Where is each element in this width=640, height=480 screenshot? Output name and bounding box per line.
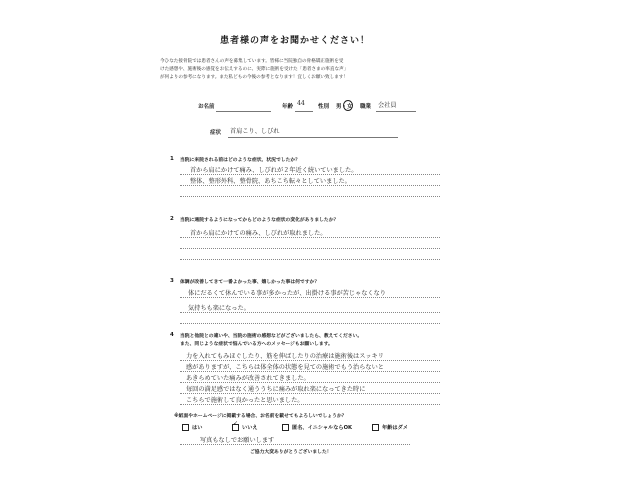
job-label: 職業	[360, 104, 372, 110]
q1-number: 1	[170, 156, 174, 162]
intro-line-1: 今ひなた接骨院では患者さんの声を募集しています。皆様に当院独自の骨格矯正施術を受	[160, 59, 344, 64]
intro-line-3: が何よりの参考になります。また私どもの今後の参考となります！宜しくお願い致します！	[160, 75, 348, 80]
age-label: 年齢	[282, 104, 294, 110]
publish-question: ※紙面やホームページに掲載する場合、お名前を載せてもよろしいでしょうか？	[174, 414, 347, 419]
publish-note: 写真もなしでお願いします	[200, 437, 275, 444]
q4-text: 当院と他院との違いや、当院の施術の感想などがございましたら、教えてください。	[180, 334, 363, 339]
option-age-no-label: 年齢はダメ	[382, 425, 408, 431]
gender-label: 性別	[318, 104, 330, 110]
q1-text: 当院に来院される前はどのような症状、状況でしたか？	[180, 158, 300, 163]
q4-answer-line-1: 力を入れてもみほぐしたり、筋を伸ばしたりの治療は施術後はスッキリ	[186, 353, 384, 360]
check-mark-icon: ✓	[233, 420, 239, 427]
page-title: 患者様の声をお聞かせください！	[220, 36, 371, 46]
q4-number: 4	[170, 332, 174, 338]
age-value: 44	[297, 100, 305, 107]
gender-options: 男・女	[336, 104, 353, 110]
q4-answer-line-2: 感がありますが、こちらは体全体の状態を見ての施術でもう治らないと	[186, 364, 384, 371]
q3-number: 3	[170, 278, 174, 284]
option-yes-checkbox[interactable]	[182, 424, 189, 431]
gender-circle-mark	[343, 100, 353, 111]
q3-answer-line-1: 体にだるくて休んでいる事が多かったが、出掛ける事が苦じゃなくなり	[188, 290, 386, 297]
q3-answer-line-2: 気持ちも楽になった。	[188, 305, 250, 312]
q4-answer-line-4: 毎回の満足感ではなく通ううちに痛みが取れ楽になってきた時に	[186, 386, 366, 393]
q2-answer-line-1: 首から肩にかけての痛み、しびれが取れました。	[190, 230, 327, 237]
option-yes-label: はい	[192, 425, 203, 431]
q2-text: 当院に通院するようになってからどのような症状の変化がありましたか？	[180, 218, 339, 223]
option-initials-checkbox[interactable]	[282, 424, 289, 431]
option-age-no-checkbox[interactable]	[372, 424, 379, 431]
q2-number: 2	[170, 216, 174, 222]
q4-answer-line-5: こちらで施術して良かったと思いました。	[186, 397, 304, 404]
survey-sheet	[150, 28, 490, 476]
q4-answer-line-3: あきらめていた痛みが改善されてきました。	[186, 375, 310, 382]
name-label: お名前	[198, 104, 215, 110]
option-no-label: いいえ	[242, 425, 258, 431]
q4-text-2: また、同じような症状で悩んでいる方へのメッセージもお願いします。	[180, 342, 333, 347]
q1-answer-line-1: 首から肩にかけて痛み、しびれが２年近く続いていました。	[190, 167, 358, 174]
job-value: 会社員	[378, 102, 397, 109]
option-initials-label: 匿名、イニシャルならOK	[292, 425, 352, 431]
q1-answer-line-2: 整体、整形外科、整骨院、あちこち転々としていました。	[190, 178, 351, 185]
intro-line-2: けた感想や、施術後の感覚をお伝えするのに、実際に施術を受けた「患者さまの率直な声」	[160, 67, 349, 72]
thanks-message: ご協力大変ありがとうございました！	[250, 450, 332, 455]
option-age-no[interactable]	[372, 424, 408, 431]
option-yes[interactable]	[182, 424, 202, 431]
option-initials[interactable]	[282, 424, 352, 431]
q3-text: 体調が改善してきて一番よかった事、嬉しかった事は何ですか？	[180, 280, 320, 285]
symptom-label: 症状	[210, 130, 222, 136]
symptom-value: 首肩こり、しびれ	[230, 128, 280, 135]
